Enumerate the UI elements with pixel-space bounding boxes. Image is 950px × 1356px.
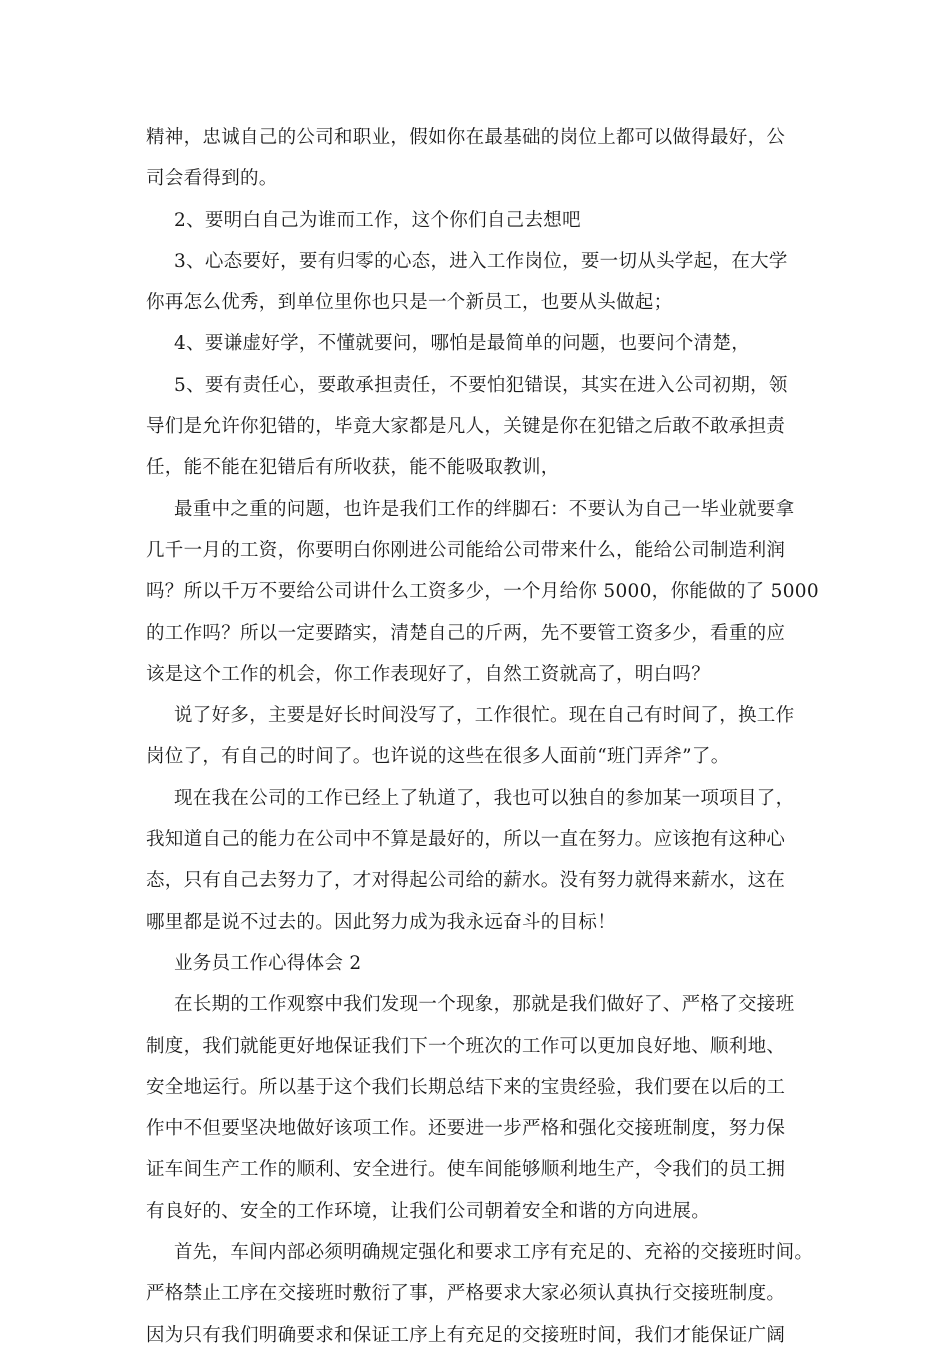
text-line: 态，只有自己去努力了，才对得起公司给的薪水。没有努力就得来薪水，这在 [146, 870, 786, 892]
text-line: 精神，忠诚自己的公司和职业，假如你在最基础的岗位上都可以做得最好，公 [146, 127, 786, 148]
section-heading: 业务员工作心得体会 2 [174, 952, 362, 974]
text-line: 司会看得到的。 [146, 168, 278, 190]
text-line: 作中不但要坚决地做好该项工作。还要进一步严格和强化交接班制度，努力保 [146, 1118, 786, 1140]
text-line: 任，能不能在犯错后有所收获，能不能吸取教训， [146, 457, 560, 479]
text-line: 岗位了，有自己的时间了。也许说的这些在很多人面前“班门弄斧”了。 [146, 746, 730, 768]
text-line: 制度，我们就能更好地保证我们下一个班次的工作可以更加良好地、顺利地、 [146, 1035, 786, 1057]
list-item-5: 5、要有责任心，要敢承担责任，不要怕犯错误，其实在进入公司初期，领 [174, 374, 788, 396]
text-line: 你再怎么优秀，到单位里你也只是一个新员工，也要从头做起； [146, 292, 673, 314]
list-item-4: 4、要谦虚好学，不懂就要问，哪怕是最简单的问题，也要问个清楚， [174, 333, 751, 355]
text-line: 该是这个工作的机会，你工作表现好了，自然工资就高了，明白吗？ [146, 663, 711, 685]
text-line: 严格禁止工序在交接班时敷衍了事，严格要求大家必须认真执行交接班制度。 [146, 1283, 786, 1305]
list-item-2: 2、要明白自己为谁而工作，这个你们自己去想吧 [174, 209, 581, 231]
paragraph-start: 现在我在公司的工作已经上了轨道了，我也可以独自的参加某一项项目了， [174, 787, 795, 809]
text-line: 几千一月的工资，你要明白你刚进公司能给公司带来什么，能给公司制造利润 [146, 539, 786, 561]
text-line: 哪里都是说不过去的。因此努力成为我永远奋斗的目标！ [146, 911, 617, 933]
text-line: 因为只有我们明确要求和保证工序上有充足的交接班时间，我们才能保证广阔 [146, 1324, 786, 1346]
paragraph-start: 在长期的工作观察中我们发现一个现象，那就是我们做好了、严格了交接班 [174, 994, 795, 1016]
document-body [146, 117, 846, 1356]
text-line: 我知道自己的能力在公司中不算是最好的，所以一直在努力。应该抱有这种心 [146, 829, 786, 851]
text-line: 证车间生产工作的顺利、安全进行。使车间能够顺利地生产，令我们的员工拥 [146, 1159, 786, 1181]
text-line: 有良好的、安全的工作环境，让我们公司朝着安全和谐的方向进展。 [146, 1200, 711, 1222]
paragraph-start: 说了好多，主要是好长时间没写了，工作很忙。现在自己有时间了，换工作 [174, 705, 795, 727]
list-item-3: 3、心态要好，要有归零的心态，进入工作岗位，要一切从头学起，在大学 [174, 250, 788, 272]
text-line: 吗？所以千万不要给公司讲什么工资多少，一个月给你 5000，你能做的了 5000 [146, 581, 819, 603]
text-line: 安全地运行。所以基于这个我们长期总结下来的宝贵经验，我们要在以后的工 [146, 1076, 786, 1098]
paragraph-start: 最重中之重的问题，也许是我们工作的绊脚石：不要认为自己一毕业就要拿 [174, 498, 795, 520]
paragraph-start: 首先，车间内部必须明确规定强化和要求工序有充足的、充裕的交接班时间。 [174, 1242, 814, 1264]
text-line: 导们是允许你犯错的，毕竟大家都是凡人，关键是你在犯错之后敢不敢承担责 [146, 416, 786, 438]
text-line: 的工作吗？所以一定要踏实，清楚自己的斤两，先不要管工资多少，看重的应 [146, 622, 786, 644]
